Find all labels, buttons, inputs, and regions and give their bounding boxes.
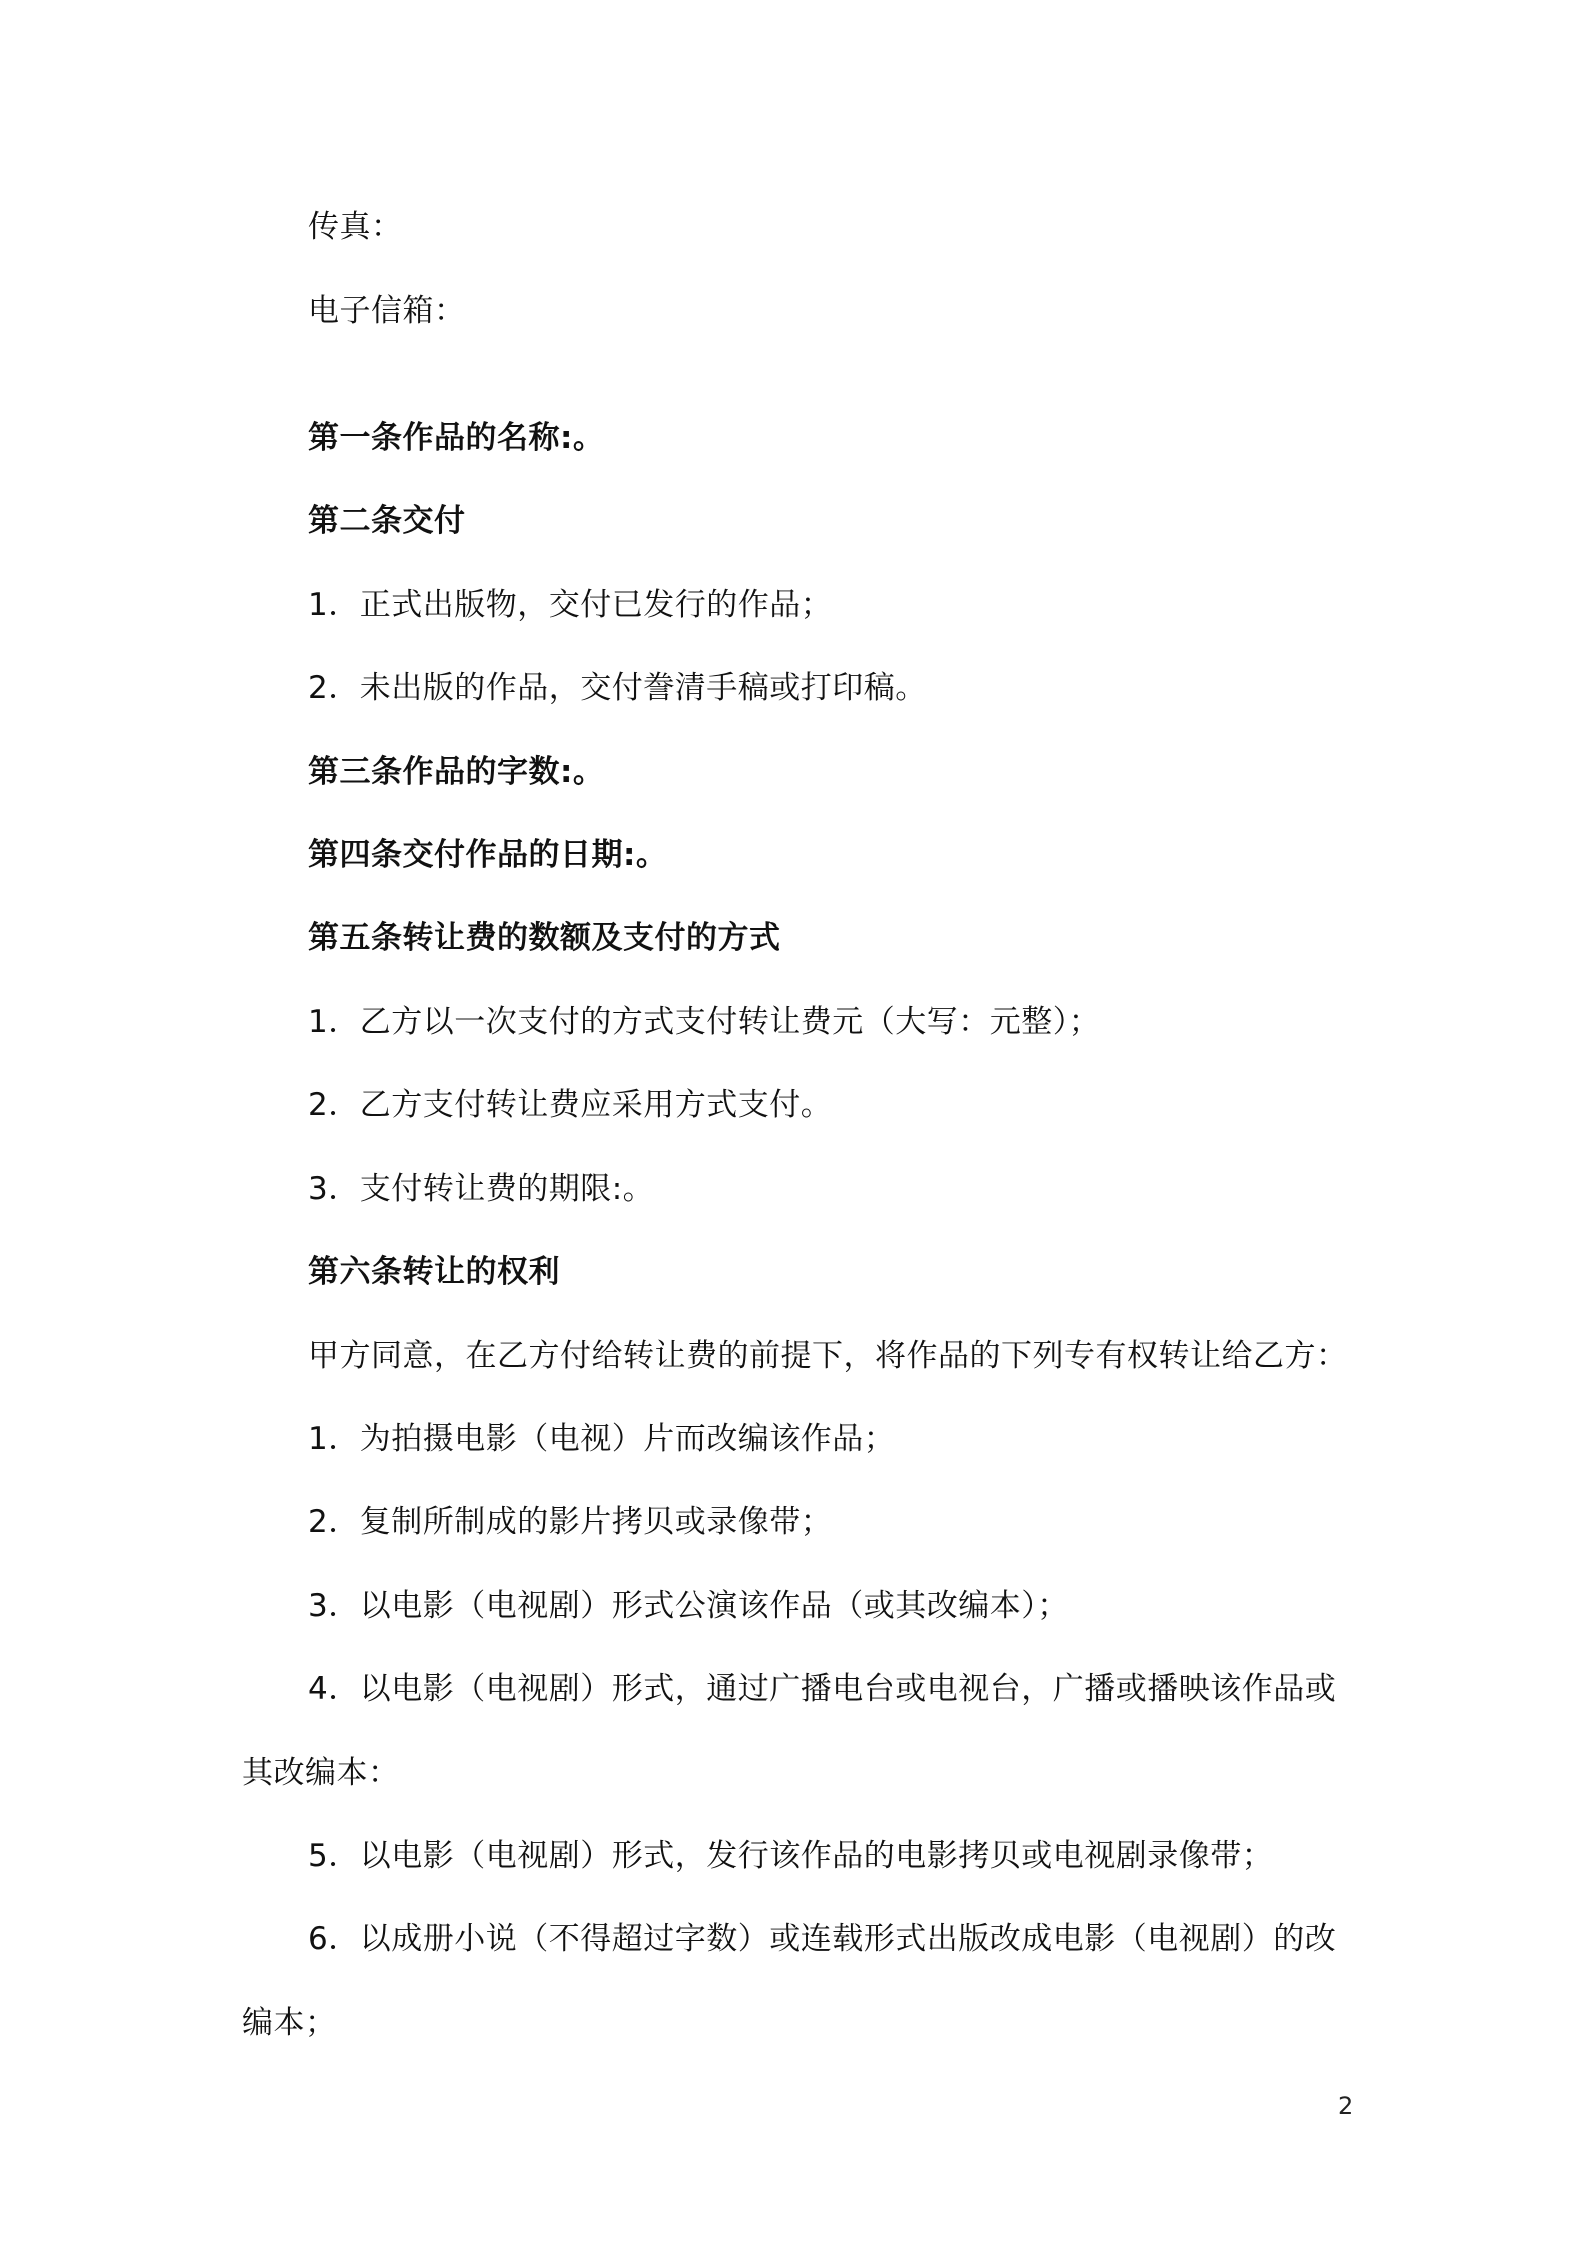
article-6-item-4-cont: 其改编本： — [242, 1755, 400, 1791]
article-6-item-3: 3．以电影（电视剧）形式公演该作品（或其改编本）； — [308, 1588, 1069, 1624]
article-5-item-1: 1．乙方以一次支付的方式支付转让费元（大写：元整）； — [308, 1004, 1101, 1040]
article-5-item-2: 2．乙方支付转让费应采用方式支付。 — [308, 1087, 833, 1123]
email-label: 电子信箱： — [308, 293, 466, 329]
article-2-heading: 第二条交付 — [308, 503, 466, 539]
article-6-item-4: 4．以电影（电视剧）形式，通过广播电台或电视台，广播或播映该作品或 — [308, 1671, 1337, 1707]
article-6-item-2: 2．复制所制成的影片拷贝或录像带； — [308, 1504, 833, 1540]
article-2-item-1: 1．正式出版物，交付已发行的作品； — [308, 587, 833, 623]
article-6-heading: 第六条转让的权利 — [308, 1254, 560, 1290]
page-number: 2 — [1338, 2092, 1354, 2120]
article-5-heading: 第五条转让费的数额及支付的方式 — [308, 920, 781, 956]
article-6-item-6-cont: 编本； — [242, 2005, 337, 2041]
article-6-item-5: 5．以电影（电视剧）形式，发行该作品的电影拷贝或电视剧录像带； — [308, 1838, 1274, 1874]
article-6-intro: 甲方同意，在乙方付给转让费的前提下，将作品的下列专有权转让给乙方： — [308, 1338, 1348, 1374]
article-1-heading: 第一条作品的名称:。 — [308, 420, 605, 456]
article-5-item-3: 3．支付转让费的期限:。 — [308, 1171, 655, 1207]
fax-label: 传真： — [308, 209, 403, 245]
article-6-item-6: 6．以成册小说（不得超过字数）或连载形式出版改成电影（电视剧）的改 — [308, 1921, 1337, 1957]
article-3-heading: 第三条作品的字数:。 — [308, 754, 605, 790]
article-2-item-2: 2．未出版的作品，交付誊清手稿或打印稿。 — [308, 670, 927, 706]
article-4-heading: 第四条交付作品的日期:。 — [308, 837, 668, 873]
article-6-item-1: 1．为拍摄电影（电视）片而改编该作品； — [308, 1421, 896, 1457]
